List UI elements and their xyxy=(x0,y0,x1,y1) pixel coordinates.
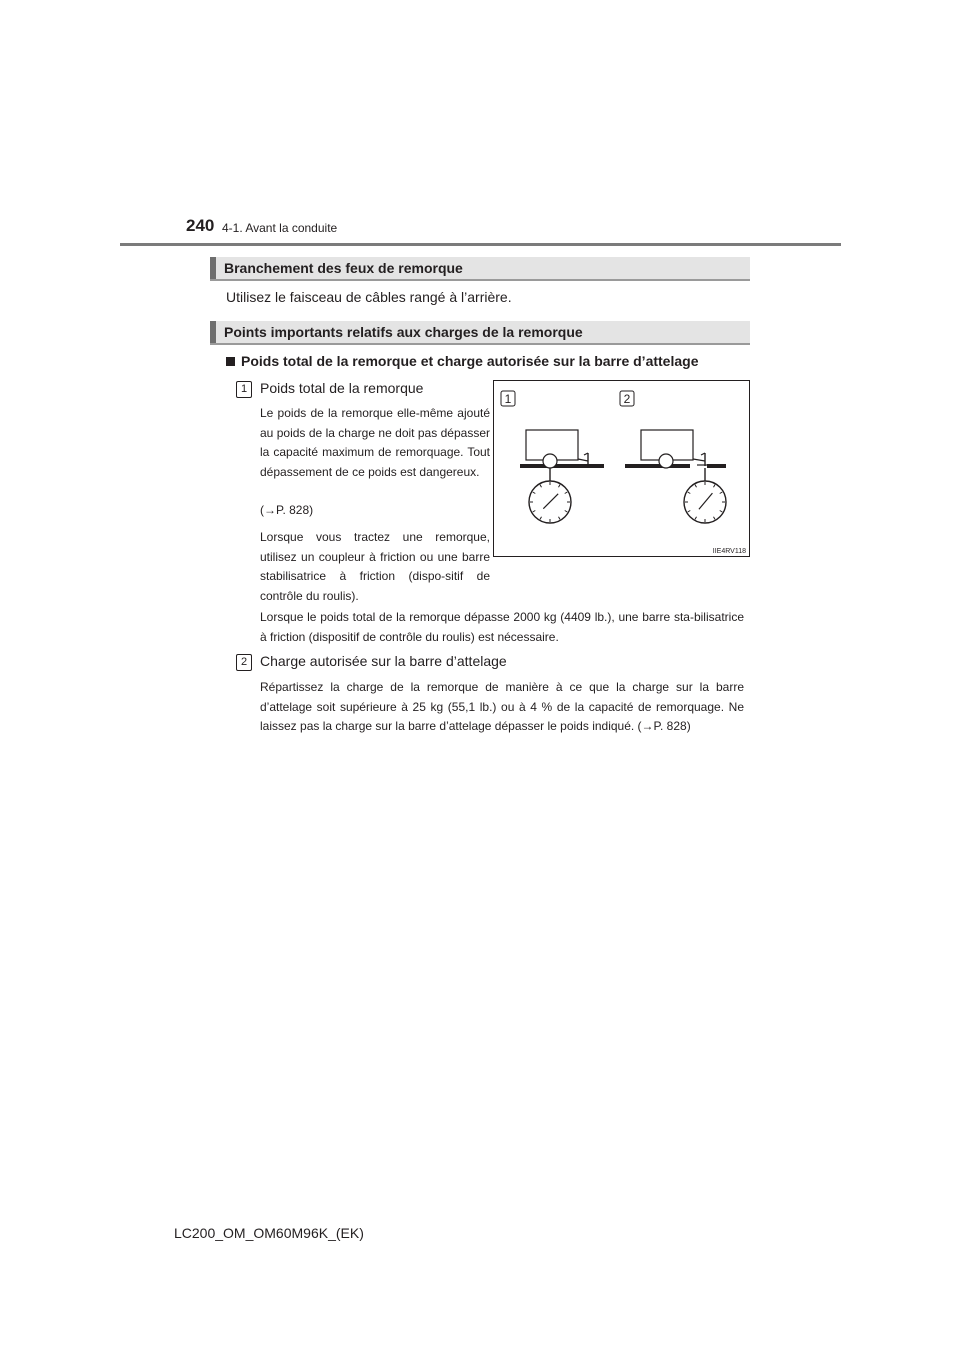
scale-gauge-1 xyxy=(529,481,571,523)
item-1-badge: 1 xyxy=(236,381,252,398)
trailer-lights-text: Utilisez le faisceau de câbles rangé à l’arrière. xyxy=(226,289,512,305)
sub-heading-text: Poids total de la remorque et charge autorisée sur la barre d’attelage xyxy=(241,353,699,369)
heading-trailer-loads xyxy=(210,321,750,345)
heading-text: Branchement des feux de remorque xyxy=(224,260,463,276)
heading-text: Points importants relatifs aux charges de la remorque xyxy=(224,324,583,340)
figure-label-1: 1 xyxy=(504,392,512,406)
trailer-1-drawing xyxy=(520,430,604,481)
page-number: 240 xyxy=(186,216,215,235)
item-2-paragraph: Répartissez la charge de la remorque de manière à ce que la charge sur la barre d’attelage soit supérieure à 25 kg (55,1 lb.) ou à 4 % de la capacité de remorquage. Ne laissez pas la charge sur la barre d’attelage dépasser le poids indiqué. (→P. 828) xyxy=(260,680,744,733)
figure-code: IIE4RV118 xyxy=(712,548,746,555)
document-id: LC200_OM_OM60M96K_(EK) xyxy=(174,1225,364,1241)
item-1-paragraph-1: Le poids de la remorque elle-même ajouté au poids de la charge ne doit pas dépasser la capacité maximum de remorquage. Tout dépassement de ce poids est dangereux. xyxy=(260,406,490,479)
trailer-scale-diagram xyxy=(494,381,749,556)
section-label: 4-1. Avant la conduite xyxy=(222,221,338,235)
trailer-2-drawing xyxy=(625,430,726,481)
heading-accent xyxy=(210,321,216,343)
square-bullet-icon xyxy=(226,357,235,366)
header-rule xyxy=(120,243,841,246)
scale-gauge-2 xyxy=(684,481,726,523)
item-1-title: Poids total de la remorque xyxy=(260,380,424,396)
item-2-badge: 2 xyxy=(236,654,252,671)
item-1-reference: (→P. 828) xyxy=(260,503,314,517)
item-2-title: Charge autorisée sur la barre d’attelage xyxy=(260,653,507,669)
item-1-paragraph-3: Lorsque le poids total de la remorque dépasse 2000 kg (4409 lb.), une barre sta-bilisatrice à friction (dispositif de contrôle du roulis) est nécessaire. xyxy=(260,610,744,644)
heading-accent xyxy=(210,257,216,279)
trailer-load-figure xyxy=(493,380,750,557)
heading-trailer-lights xyxy=(210,257,750,281)
sub-heading xyxy=(226,353,698,369)
item-1-paragraph-2: Lorsque vous tractez une remorque, utilisez un coupleur à friction ou une barre stabilisatrice à friction (dispo-sitif de contrôle du roulis). xyxy=(260,530,490,603)
figure-label-2: 2 xyxy=(623,392,631,406)
